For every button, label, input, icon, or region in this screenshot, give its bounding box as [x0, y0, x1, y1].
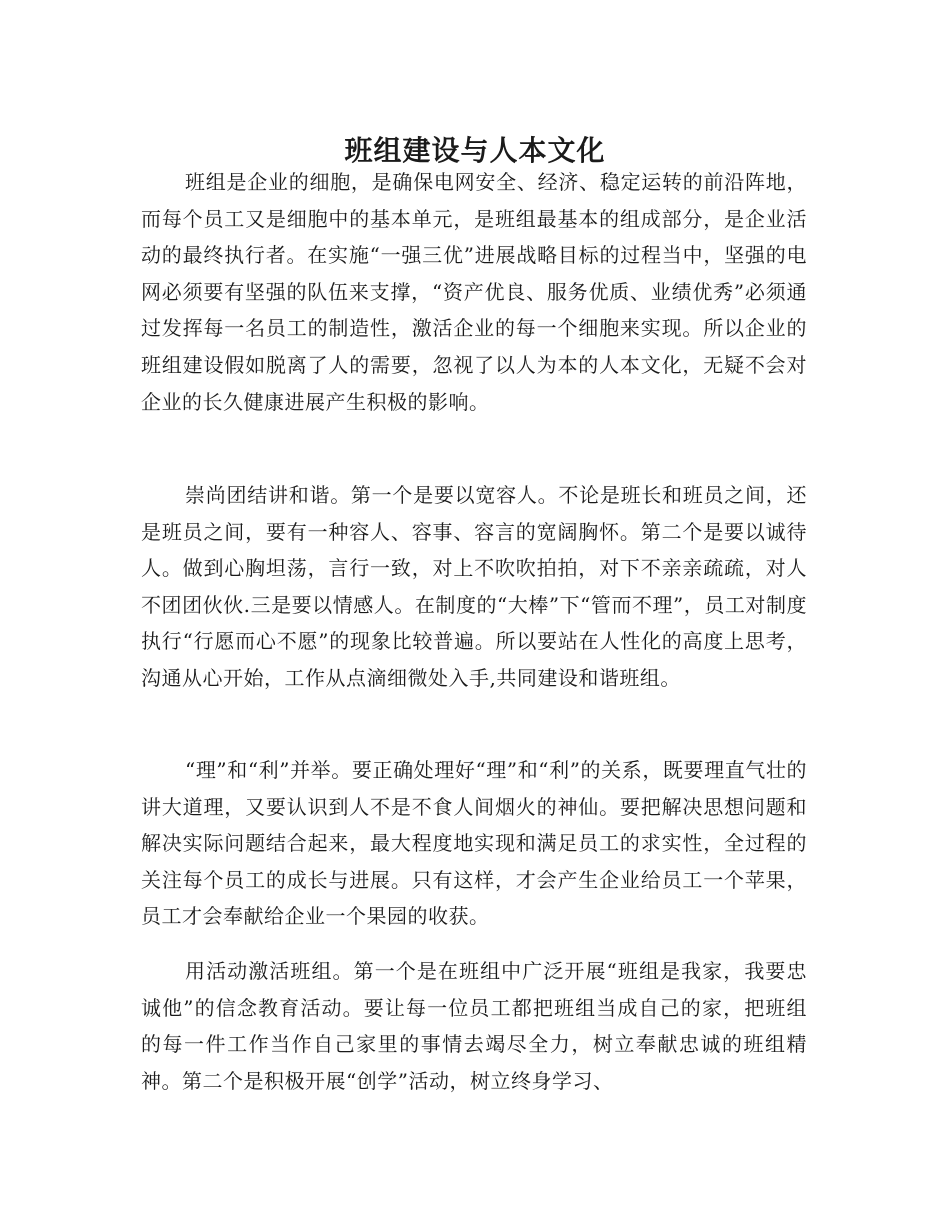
paragraph-reason-benefit: “理”和“利”并举。要正确处理好“理”和“利”的关系，既要理直气壮的讲大道理，又要认识到人不是不食人间烟火的神仙。要把解决思想问题和解决实际问题结合起来，最大程度地实现和满足员工的求实性，全过程的关注每个员工的成长与进展。只有这样，才会产生企业给员工一个苹果，员工才会奉献给企业一个果园的收获。: [141, 758, 807, 929]
paragraph-harmony: 崇尚团结讲和谐。第一个是要以宽容人。不论是班长和班员之间，还是班员之间，要有一种容人、容事、容言的宽阔胸怀。第二个是要以诚待人。做到心胸坦荡，言行一致，对上不吹吹拍拍，对下不亲亲疏疏，对人不团团伙伙.三是要以情感人。在制度的“大棒”下“管而不理”，员工对制度执行“行愿而心不愿”的现象比较普遍。所以要站在人性化的高度上思考，沟通从心开始，工作从点滴细微处入手,共同建设和谐班组。: [141, 483, 807, 690]
document-title: 班组建设与人本文化: [344, 133, 606, 167]
paragraph-intro: 班组是企业的细胞，是确保电网安全、经济、稳定运转的前沿阵地，而每个员工又是细胞中的基本单元，是班组最基本的组成部分，是企业活动的最终执行者。在实施“一强三优”进展战略目标的过程当中，坚强的电网必须要有坚强的队伍来支撑，“资产优良、服务优质、业绩优秀”必须通过发挥每一名员工的制造性，激活企业的每一个细胞来实现。所以企业的班组建设假如脱离了人的需要，忽视了以人为本的人本文化，无疑不会对企业的长久健康进展产生积极的影响。: [141, 170, 807, 414]
paragraph-activities: 用活动激活班组。第一个是在班组中广泛开展“班组是我家，我要忠诚他”的信念教育活动。要让每一位员工都把班组当成自己的家，把班组的每一件工作当作自己家里的事情去竭尽全力，树立奉献忠诚的班组精神。第二个是积极开展“创学”活动，树立终身学习、: [141, 959, 807, 1093]
